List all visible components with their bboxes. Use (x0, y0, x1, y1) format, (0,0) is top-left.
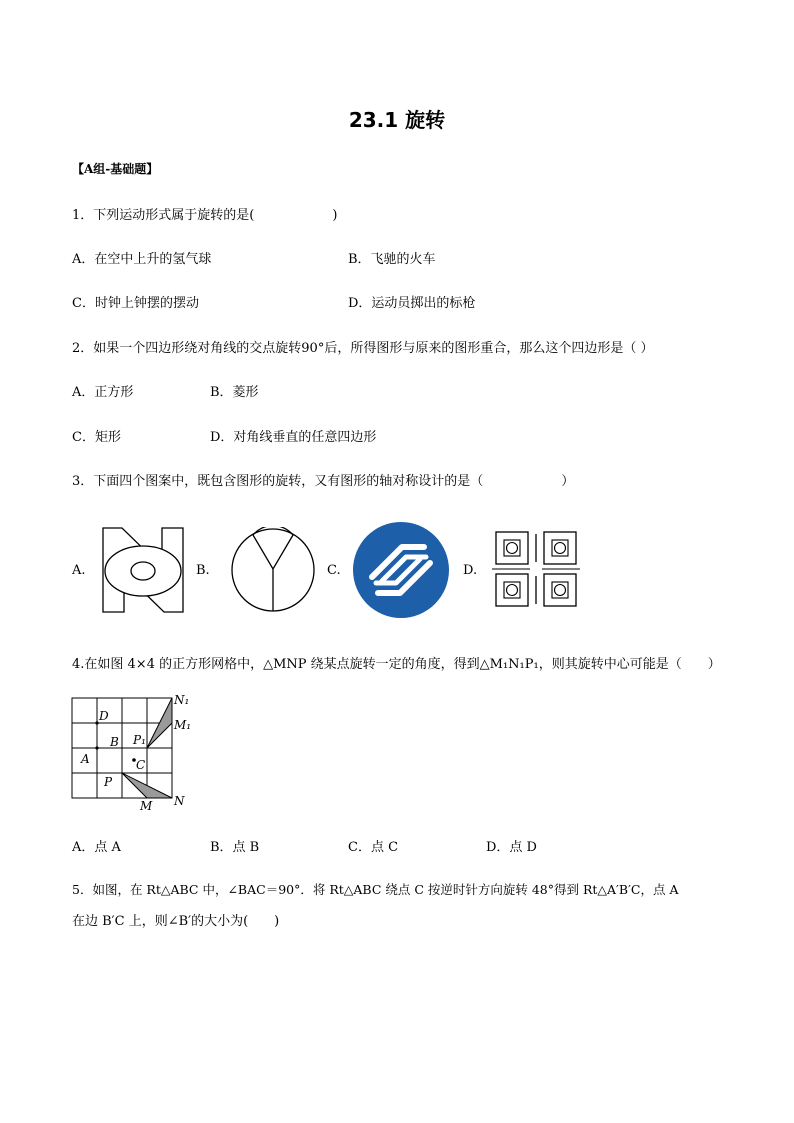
grid-label-n: N (174, 794, 185, 808)
question-4-option-a: A．点 A (72, 840, 121, 855)
grid-label-m: M (140, 799, 153, 812)
figure-c-china-mobile-logo (352, 521, 450, 619)
question-4-option-b: B．点 B (210, 840, 260, 855)
question-2-option-a: A．正方形 (72, 385, 134, 400)
section-heading: 【A组-基础题】 (72, 162, 159, 176)
question-2-option-d: D．对角线垂直的任意四边形 (210, 430, 377, 445)
question-2-option-c: C．矩形 (72, 430, 121, 445)
figure-d-four-squares (492, 528, 580, 610)
question-4-option-c: C．点 C (348, 840, 399, 855)
figure-a-label: A. (72, 563, 86, 578)
grid-label-p: P (104, 775, 113, 789)
grid-label-d: D (99, 709, 109, 723)
grid-label-b: B (110, 735, 119, 749)
figure-d-label: D. (463, 563, 478, 578)
question-4-grid-figure (70, 688, 200, 812)
question-1-stem: 1．下列运动形式属于旋转的是( ) (72, 208, 338, 223)
question-4-stem: 4.在如图 4×4 的正方形网格中，△MNP 绕某点旋转一定的角度，得到△M₁N₁P₁，则其旋转中心可能是（ ） (72, 657, 721, 672)
grid-label-m1: M₁ (174, 718, 192, 732)
grid-label-a: A (81, 752, 90, 766)
question-5-line-2: 在边 B′C 上，则∠B′的大小为( ) (72, 914, 280, 929)
question-4-option-d: D．点 D (486, 840, 537, 855)
figure-a-n-ellipse (102, 527, 184, 613)
question-1-option-c: C．时钟上钟摆的摆动 (72, 296, 199, 311)
grid-label-p1: P₁ (133, 733, 146, 747)
question-5-line-1: 5．如图，在 Rt△ABC 中，∠BAC＝90°．将 Rt△ABC 绕点 C 按逆时针方向旋转 48°得到 Rt△A′B′C，点 A (72, 882, 679, 897)
grid-label-n1: N₁ (174, 693, 190, 707)
question-1-option-b: B．飞驰的火车 (348, 252, 436, 267)
question-2-stem: 2．如果一个四边形绕对角线的交点旋转90°后，所得图形与原来的图形重合，那么这个四边形是（ ） (72, 341, 654, 356)
figure-b-circle-y (230, 527, 316, 613)
figure-c-label: C. (327, 563, 341, 578)
question-2-option-b: B．菱形 (210, 385, 259, 400)
page-title: 23.1 旋转 (348, 108, 446, 132)
question-1-option-a: A．在空中上升的氢气球 (72, 252, 212, 267)
question-3-stem: 3．下面四个图案中，既包含图形的旋转，又有图形的轴对称设计的是（ ） (72, 474, 575, 489)
question-1-option-d: D．运动员掷出的标枪 (348, 296, 476, 311)
grid-label-c: C (136, 758, 146, 772)
figure-b-label: B. (196, 563, 210, 578)
